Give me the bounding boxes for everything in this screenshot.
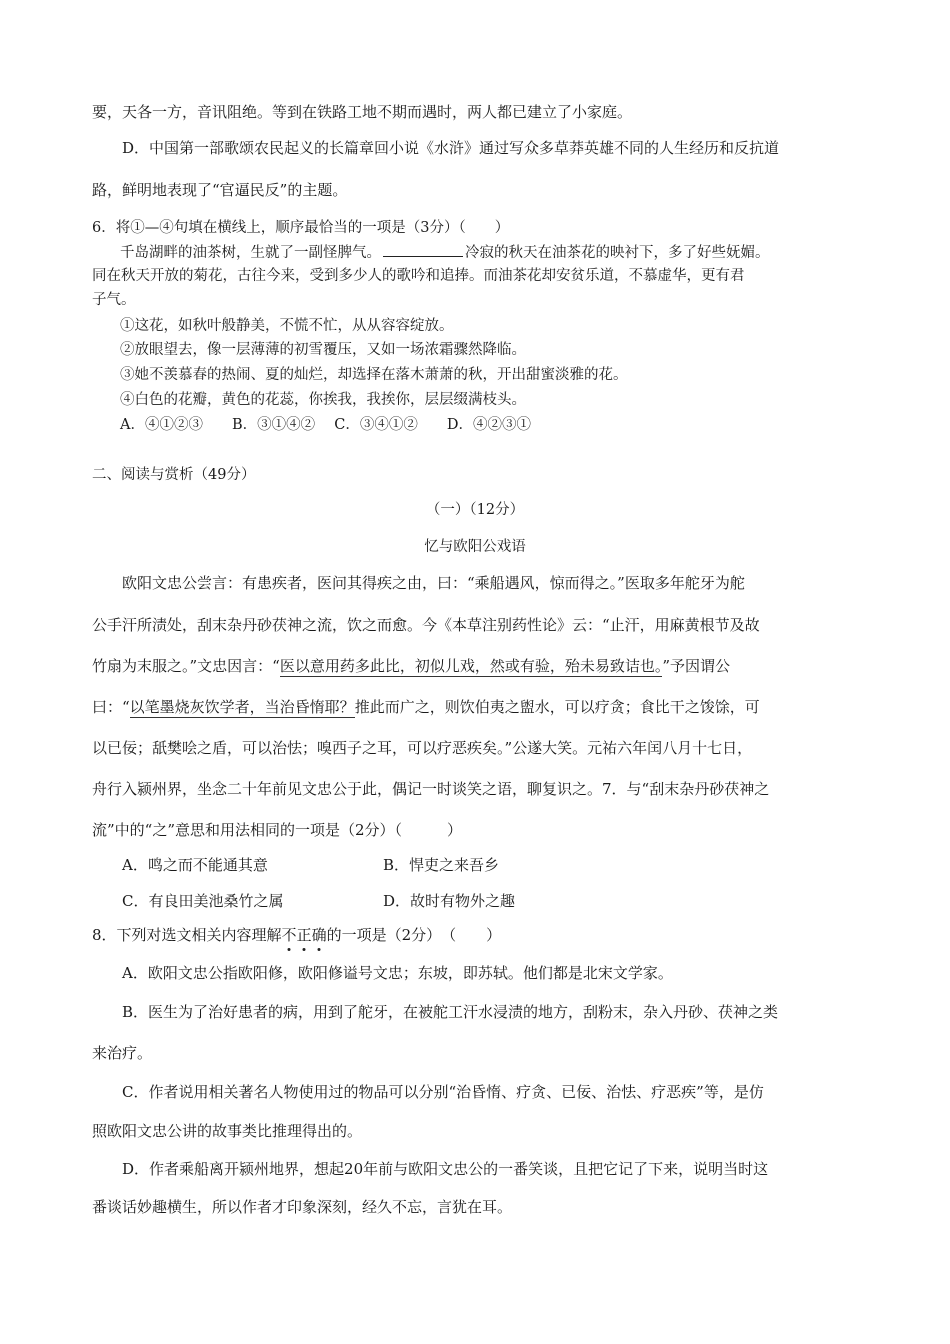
passage-line-3-end: ”予因谓公 xyxy=(662,657,731,675)
q8-option-d-line1: D．作者乘船离开颍州地界，想起20年前与欧阳文忠公的一番笑谈，且把它记了下来，说明当时这 xyxy=(122,1160,769,1178)
q6-paragraph-line1 xyxy=(120,242,770,263)
q6-fill-blank[interactable] xyxy=(383,242,463,257)
q6-paragraph-part-b: 冷寂的秋天在油茶花的映衬下，多了好些妩媚。 xyxy=(465,245,770,261)
passage-line-7: 流”中的“之”意思和用法相同的一项是（2分）（ ） xyxy=(92,821,463,839)
section-heading: 二、阅读与赏析（49分） xyxy=(92,467,256,483)
emphasis-char-2: 正 xyxy=(297,926,312,944)
q8-stem-start: 8．下列对选文相关内容理解 xyxy=(92,926,282,944)
passage-line-5: 以已佞；舐樊哙之盾，可以治怯；嗅西子之耳，可以疗恶疾矣。”公遂大笑。元祐六年闰八月十七日， xyxy=(92,739,753,757)
emphasis-char-1: 不 xyxy=(282,926,297,944)
subsection-heading: （一）（12分） xyxy=(425,502,525,518)
q8-option-a: A．欧阳文忠公指欧阳修，欧阳修谥号文忠；东坡，即苏轼。他们都是北宋文学家。 xyxy=(122,964,673,982)
passage-line-1: 欧阳文忠公尝言：有患疾者，医问其得疾之由，曰：“乘船遇风，惊而得之。”医取多年舵牙为舵 xyxy=(122,574,745,592)
q6-options: A．④①②③ B．③①④② C．③④①② D．④②③① xyxy=(120,417,531,433)
q8-stem-end: 的一项是（2分） （ ） xyxy=(326,926,502,944)
q6-sentence-3: ③她不羡慕春的热闹、夏的灿烂，却选择在落木萧萧的秋，开出甜蜜淡雅的花。 xyxy=(120,367,628,383)
q7-option-d: D．故时有物外之趣 xyxy=(383,892,516,910)
emphasis-char-3: 确 xyxy=(312,926,327,944)
passage-line-6: 舟行入颍州界，坐念二十年前见文忠公于此，偶记一时谈笑之语，聊复识之。7．与“刮末杂丹砂茯神之 xyxy=(92,780,770,798)
passage-line-4-start: 曰：“ xyxy=(92,698,130,716)
q8-option-c-line1: C．作者说用相关著名人物使用过的物品可以分别“治昏惰、疗贪、已佞、治怯、疗恶疾”等，是仿 xyxy=(122,1083,764,1101)
underlined-sentence-1: 医以意用药多此比，初似儿戏，然或有验，殆未易致诘也。 xyxy=(279,657,663,675)
q8-stem xyxy=(92,925,501,945)
q5-continued-line: 要，天各一方，音讯阻绝。等到在铁路工地不期而遇时，两人都已建立了小家庭。 xyxy=(92,103,633,121)
passage-line-2: 公手汗所渍处，刮末杂丹砂茯神之流，饮之而愈。今《本草注别药性论》云：“止汗，用麻黄根节及故 xyxy=(92,616,760,634)
q8-option-d-line2: 番谈话妙趣横生，所以作者才印象深刻，经久不忘，言犹在耳。 xyxy=(92,1198,513,1216)
passage-line-3-start: 竹扇为末服之。”文忠因言：“ xyxy=(92,657,280,675)
q8-option-b-line1: B．医生为了治好患者的病，用到了舵牙，在被舵工汗水浸渍的地方，刮粉末，杂入丹砂、茯神之类 xyxy=(122,1003,779,1021)
q8-option-c-line2: 照欧阳文忠公讲的故事类比推理得出的。 xyxy=(92,1122,363,1140)
q6-sentence-1: ①这花，如秋叶般静美，不慌不忙，从从容容绽放。 xyxy=(120,318,454,334)
q6-sentence-2: ②放眼望去，像一层薄薄的初雪覆压，又如一场浓霜骤然降临。 xyxy=(120,342,526,358)
q7-option-b: B．悍吏之来吾乡 xyxy=(383,856,500,874)
q6-paragraph-part-a: 千岛湖畔的油茶树，生就了一副怪脾气。 xyxy=(120,245,381,261)
q5-option-d-line2: 路，鲜明地表现了“官逼民反”的主题。 xyxy=(92,181,348,199)
q7-option-c: C．有良田美池桑竹之属 xyxy=(122,892,284,910)
q6-paragraph-line2: 同在秋天开放的菊花，古往今来，受到多少人的歌吟和追捧。而油茶花却安贫乐道，不慕虚华，更有君 xyxy=(92,268,745,284)
q5-option-d-line1: D．中国第一部歌颂农民起义的长篇章回小说《水浒》通过写众多草莽英雄不同的人生经历和反抗道 xyxy=(122,139,780,157)
q6-sentence-4: ④白色的花瓣，黄色的花蕊，你挨我，我挨你，层层缀满枝头。 xyxy=(120,392,526,408)
q8-option-b-line2: 来治疗。 xyxy=(92,1044,153,1062)
underlined-sentence-2: 以笔墨烧灰饮学者，当治昏惰耶？ xyxy=(129,698,355,716)
passage-title: 忆与欧阳公戏语 xyxy=(424,539,526,555)
q7-option-a: A．鸣之而不能通其意 xyxy=(122,856,268,874)
passage-line-3 xyxy=(92,656,730,676)
q6-paragraph-line3: 子气。 xyxy=(92,292,136,308)
q6-stem: 6．将①—④句填在横线上，顺序最恰当的一项是（3分）（ ） xyxy=(92,220,510,236)
passage-line-4-end: 推此而广之，则饮伯夷之盥水，可以疗贪；食比干之馂馀，可 xyxy=(354,698,760,716)
passage-line-4 xyxy=(92,697,760,717)
